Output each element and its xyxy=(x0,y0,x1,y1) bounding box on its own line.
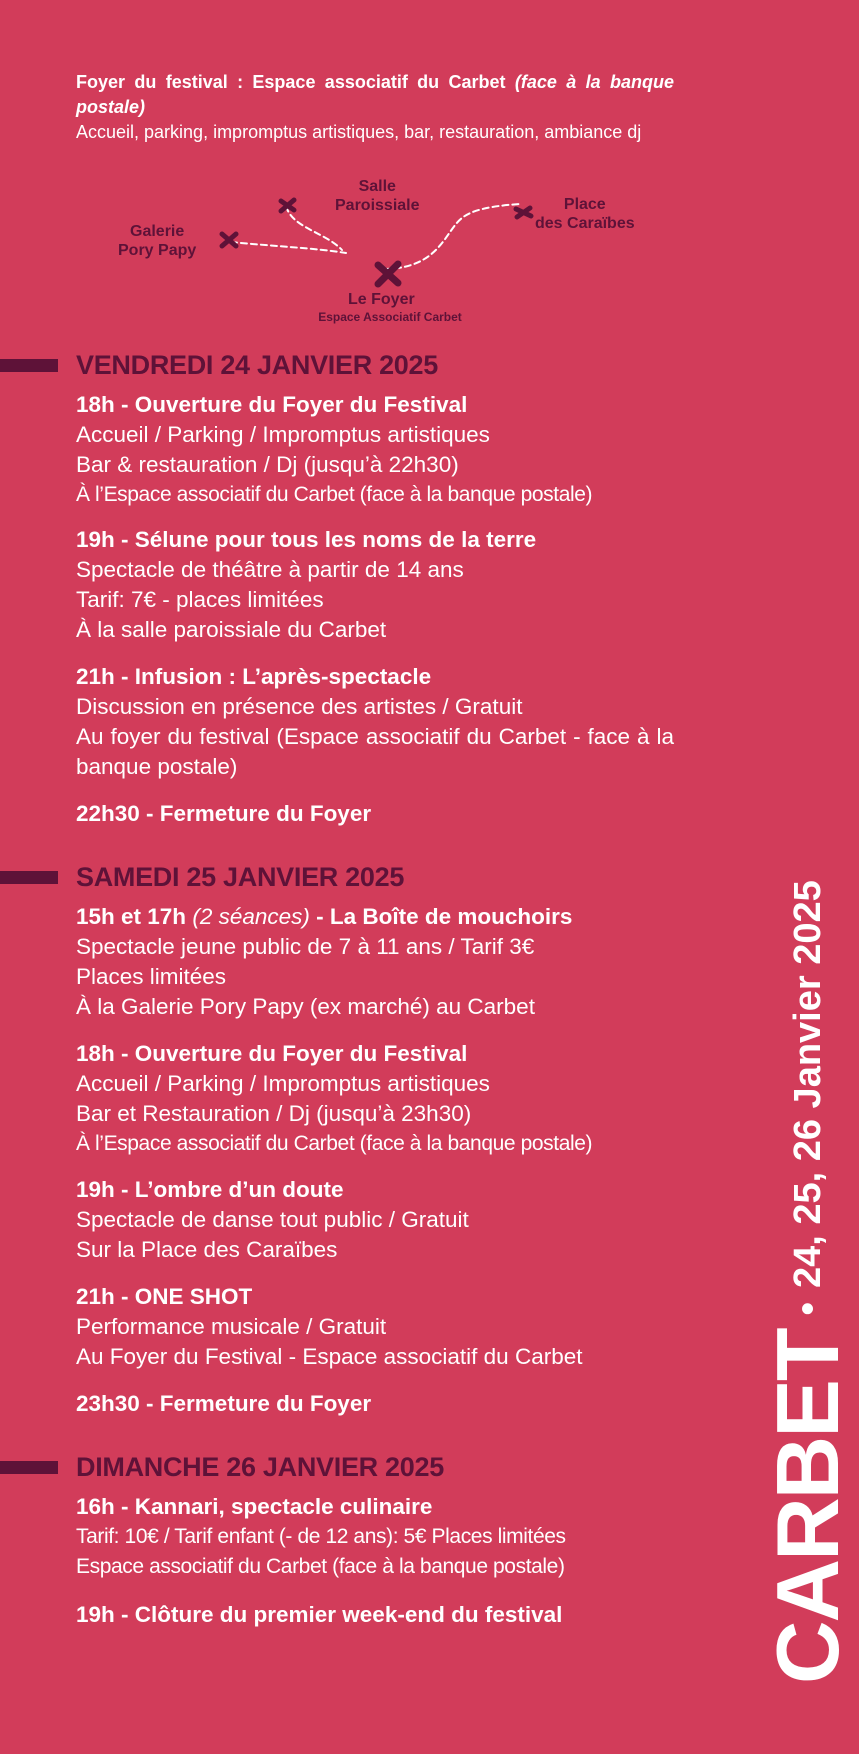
event-saturday-15h xyxy=(76,902,674,1022)
day-title: VENDREDI 24 JANVIER 2025 xyxy=(76,350,438,380)
event-line: Bar et Restauration / Dj (jusqu’à 23h30) xyxy=(76,1101,472,1126)
marker-place xyxy=(516,208,531,217)
event-friday-21h xyxy=(76,662,674,782)
event-saturday-23h30 xyxy=(76,1389,674,1419)
marker-foyer xyxy=(378,264,398,284)
event-line: Au Foyer du Festival - Espace associatif du Carbet xyxy=(76,1344,583,1369)
event-sunday-16h xyxy=(76,1492,674,1582)
event-line: Performance musicale / Gratuit xyxy=(76,1314,387,1339)
town-name: CARBET xyxy=(758,1329,857,1684)
event-line: Accueil / Parking / Impromptus artistiques xyxy=(76,422,490,447)
event-line: Espace associatif du Carbet (face à la banque postale) xyxy=(76,1555,565,1578)
event-line: Tarif: 10€ / Tarif enfant (- de 12 ans): 5€ Places limitées xyxy=(76,1525,566,1548)
event-heading: 21h - ONE SHOT xyxy=(76,1284,253,1309)
event-saturday-19h xyxy=(76,1175,674,1265)
event-heading: 18h - Ouverture du Foyer du Festival xyxy=(76,1041,468,1066)
event-sunday-19h xyxy=(76,1600,674,1630)
foyer-location: Foyer du festival : Espace associatif du Carbet xyxy=(76,72,506,92)
day-title: DIMANCHE 26 JANVIER 2025 xyxy=(76,1452,444,1482)
label-place-caraibes: Place des Caraïbes xyxy=(535,196,635,232)
event-heading: 21h - Infusion : L’après-spectacle xyxy=(76,664,432,689)
event-heading: 22h30 - Fermeture du Foyer xyxy=(76,801,372,826)
event-line: Spectacle jeune public de 7 à 11 ans / Tarif 3€ xyxy=(76,934,535,959)
event-saturday-18h xyxy=(76,1039,674,1159)
event-line: À la Galerie Pory Papy (ex marché) au Carbet xyxy=(76,994,535,1019)
event-friday-18h xyxy=(76,390,674,510)
foyer-intro xyxy=(76,70,674,145)
foyer-services: Accueil, parking, impromptus artistiques, bar, restauration, ambiance dj xyxy=(76,122,642,142)
event-heading: 19h - Sélune pour tous les noms de la terre xyxy=(76,527,537,552)
vertical-banner xyxy=(757,880,859,1684)
event-heading: 16h - Kannari, spectacle culinaire xyxy=(76,1494,433,1519)
event-line: À l’Espace associatif du Carbet (face à la banque postale) xyxy=(76,1132,593,1155)
day-title: SAMEDI 25 JANVIER 2025 xyxy=(76,862,405,892)
event-line: Tarif: 7€ - places limitées xyxy=(76,587,324,612)
event-heading: 19h - Clôture du premier week-end du festival xyxy=(76,1602,563,1627)
event-saturday-21h xyxy=(76,1282,674,1372)
separator-dot: • xyxy=(787,1302,829,1316)
event-line: Accueil / Parking / Impromptus artistiques xyxy=(76,1071,490,1096)
event-line: Spectacle de danse tout public / Gratuit xyxy=(76,1207,469,1232)
label-galerie-pory-papy: Galerie Pory Papy xyxy=(118,223,197,259)
event-line: Sur la Place des Caraïbes xyxy=(76,1237,338,1262)
event-heading: 18h - Ouverture du Foyer du Festival xyxy=(76,392,468,417)
event-line: Au foyer du festival (Espace associatif du Carbet - face à la banque postale) xyxy=(76,724,674,779)
event-line: Places limitées xyxy=(76,964,227,989)
label-le-foyer: Le Foyer xyxy=(348,291,415,308)
marker-galerie xyxy=(222,234,236,246)
event-line: Discussion en présence des artistes / Gratuit xyxy=(76,694,523,719)
day-marker-bar xyxy=(0,871,58,884)
event-line: À la salle paroissiale du Carbet xyxy=(76,617,387,642)
festival-dates: 24, 25, 26 Janvier 2025 xyxy=(787,880,829,1289)
venue-map xyxy=(110,176,670,328)
event-heading: 19h - L’ombre d’un doute xyxy=(76,1177,344,1202)
day-marker-bar xyxy=(0,359,58,372)
event-heading: 15h et 17h (2 séances) - La Boîte de mouchoirs xyxy=(76,904,573,929)
foyer-location-note: (face à la banque postale) xyxy=(76,72,674,117)
event-heading: 23h30 - Fermeture du Foyer xyxy=(76,1391,372,1416)
day-marker-bar xyxy=(0,1461,58,1474)
label-salle-paroissiale: Salle Paroissiale xyxy=(335,178,420,214)
label-espace-associatif: Espace Associatif Carbet xyxy=(318,310,462,324)
event-line: Bar & restauration / Dj (jusqu’à 22h30) xyxy=(76,452,459,477)
event-line: Spectacle de théâtre à partir de 14 ans xyxy=(76,557,464,582)
event-friday-22h30 xyxy=(76,799,674,829)
event-friday-19h xyxy=(76,525,674,645)
event-line: À l’Espace associatif du Carbet (face à la banque postale) xyxy=(76,483,593,506)
